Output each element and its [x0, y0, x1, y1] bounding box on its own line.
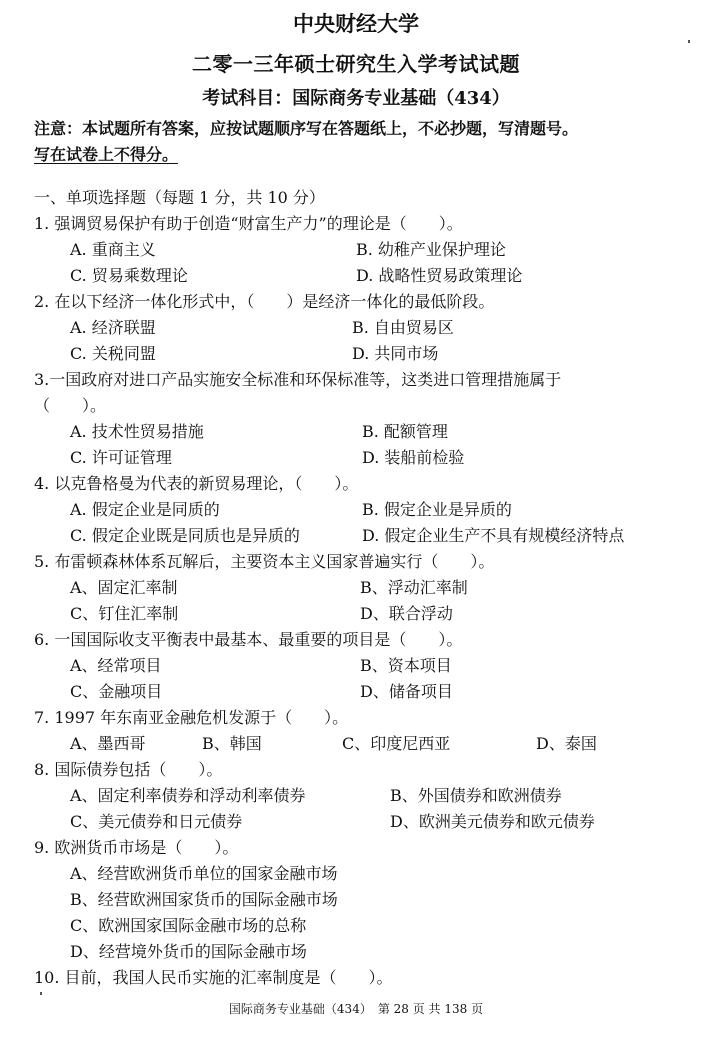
question-5-option-b: B、浮动汇率制: [360, 578, 468, 597]
question-1-option-d: D. 战略性贸易政策理论: [356, 266, 523, 285]
question-8-option-b: B、外国债券和欧洲债券: [390, 786, 562, 805]
question-8-option-c: C、美元债券和日元债券: [70, 812, 243, 831]
question-1-stem: 1. 强调贸易保护有助于创造“财富生产力”的理论是（ ）。: [34, 214, 463, 233]
question-2-option-b: B. 自由贸易区: [352, 318, 454, 337]
question-3-stem: 3.一国政府对进口产品实施安全标准和环保标准等，这类进口管理措施属于: [34, 370, 562, 389]
question-10-stem: 10. 目前，我国人民币实施的汇率制度是（ ）。: [34, 968, 393, 987]
university-name: 中央财经大学: [293, 11, 419, 36]
question-5-option-d: D、联合浮动: [360, 604, 453, 623]
question-2-option-c: C. 关税同盟: [70, 344, 156, 363]
question-7-option-b: B、韩国: [202, 734, 262, 753]
question-3-option-a: A. 技术性贸易措施: [70, 422, 204, 441]
question-9-option-c: C、欧洲国家国际金融市场的总称: [70, 916, 307, 935]
question-2-option-a: A. 经济联盟: [70, 318, 156, 337]
question-6-option-a: A、经常项目: [70, 656, 162, 675]
question-4-option-c: C. 假定企业既是同质也是异质的: [70, 526, 300, 545]
question-5-option-c: C、钉住汇率制: [70, 604, 179, 623]
question-6-stem: 6. 一国国际收支平衡表中最基本、最重要的项目是（ ）。: [34, 630, 463, 649]
question-6-option-c: C、金融项目: [70, 682, 163, 701]
question-7-stem: 7. 1997 年东南亚金融危机发源于（ ）。: [34, 708, 349, 727]
exam-subject: 考试科目：国际商务专业基础（434）: [202, 88, 510, 109]
question-1-option-a: A. 重商主义: [70, 240, 156, 259]
notice-line-2: 写在试卷上不得分。: [34, 145, 179, 164]
question-6-option-b: B、资本项目: [360, 656, 452, 675]
scan-speck: [688, 40, 690, 43]
question-9-option-b: B、经营欧洲国家货币的国际金融市场: [70, 890, 338, 909]
question-3-option-d: D. 装船前检验: [362, 448, 465, 467]
question-8-stem: 8. 国际债券包括（ ）。: [34, 760, 223, 779]
question-4-option-a: A. 假定企业是同质的: [70, 500, 220, 519]
question-3-option-b: B. 配额管理: [362, 422, 448, 441]
question-7-option-d: D、泰国: [536, 734, 597, 753]
question-3-option-c: C. 许可证管理: [70, 448, 172, 467]
question-1-option-b: B. 幼稚产业保护理论: [356, 240, 506, 259]
question-7-option-a: A、墨西哥: [70, 734, 146, 753]
question-8-option-d: D、欧洲美元债券和欧元债券: [390, 812, 595, 831]
question-4-option-d: D. 假定企业生产不具有规模经济特点: [362, 526, 625, 545]
question-3-stem-cont: （ ）。: [34, 396, 107, 415]
question-1-option-c: C. 贸易乘数理论: [70, 266, 188, 285]
question-7-option-c: C、印度尼西亚: [342, 734, 451, 753]
notice-line-1: 注意：本试题所有答案，应按试题顺序写在答题纸上，不必抄题，写清题号。: [34, 119, 579, 138]
scan-speck: [40, 992, 42, 995]
question-2-stem: 2. 在以下经济一体化形式中，（ ）是经济一体化的最低阶段。: [34, 292, 495, 311]
question-9-option-a: A、经营欧洲货币单位的国家金融市场: [70, 864, 338, 883]
question-4-option-b: B. 假定企业是异质的: [362, 500, 512, 519]
section-title: 一、单项选择题（每题 1 分，共 10 分）: [34, 188, 325, 207]
question-6-option-d: D、储备项目: [360, 682, 453, 701]
page-footer: 国际商务专业基础（434） 第 28 页 共 138 页: [228, 1002, 484, 1016]
question-4-stem: 4. 以克鲁格曼为代表的新贸易理论，（ ）。: [34, 474, 359, 493]
question-8-option-a: A、固定利率债券和浮动利率债券: [70, 786, 306, 805]
exam-title: 二零一三年硕士研究生入学考试试题: [192, 52, 520, 76]
question-9-option-d: D、经营境外货币的国际金融市场: [70, 942, 307, 961]
question-2-option-d: D. 共同市场: [352, 344, 439, 363]
question-5-option-a: A、固定汇率制: [70, 578, 178, 597]
question-5-stem: 5. 布雷顿森林体系瓦解后，主要资本主义国家普遍实行（ ）。: [34, 552, 495, 571]
question-9-stem: 9. 欧洲货币市场是（ ）。: [34, 838, 239, 857]
